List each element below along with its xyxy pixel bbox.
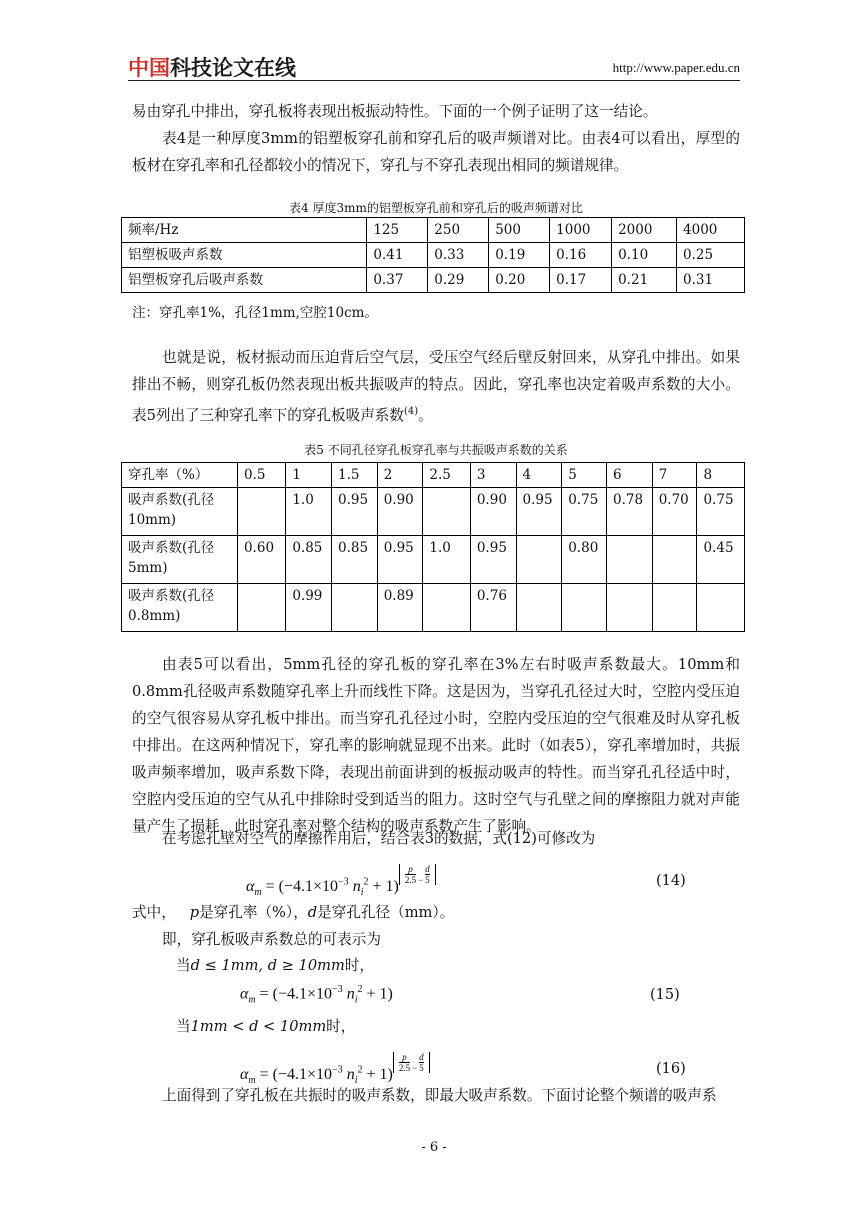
- table-row: [122, 536, 745, 584]
- table-cell: 0.45: [697, 536, 745, 584]
- condition-1-expr: d ≤ 1mm, d ≥ 10mm: [190, 957, 345, 974]
- eq-n: n: [342, 985, 355, 1003]
- table-cell: 125: [367, 218, 428, 243]
- eq-alpha: α: [246, 878, 255, 895]
- table-cell: 0.16: [550, 243, 612, 268]
- table-cell: 0.80: [562, 536, 607, 584]
- table-cell: 0.37: [367, 268, 428, 293]
- table-header-cell: 1.5: [332, 463, 378, 488]
- table-header-cell: 3: [470, 463, 516, 488]
- table-cell: 0.78: [607, 488, 653, 536]
- table-cell: 1.0: [423, 536, 470, 584]
- table-cell: 0.21: [612, 268, 677, 293]
- table-cell: 0.41: [367, 243, 428, 268]
- paragraph-6-b: 是穿孔率（%），: [199, 904, 308, 921]
- equation-number-15: (15): [650, 987, 680, 1003]
- paragraph-6: [132, 899, 740, 926]
- logo-text-black: 科技论文在线: [170, 56, 296, 80]
- table-cell: 0.31: [677, 268, 745, 293]
- table-cell: 0.89: [377, 584, 423, 632]
- table-cell: 0.19: [489, 243, 550, 268]
- header-url[interactable]: http://www.paper.edu.cn: [612, 60, 740, 75]
- table-cell: 0.17: [550, 268, 612, 293]
- eq-alpha: α: [240, 985, 249, 1003]
- table-cell: 0.75: [562, 488, 607, 536]
- paragraph-4: 由表5可以看出，5mm孔径的穿孔板的穿孔率在3%左右时吸声系数最大。10mm和0.8mm孔径吸声系数随穿孔率上升而线性下降。这是因为，当穿孔孔径过大时，空腔内受压迫的空气很容易从穿孔板中排出。而当穿孔孔径过小时，空腔内受压迫的空气很难及时从穿孔板中排出。在这两种情况下，穿孔率的影响就显现不出来。此时（如表5），穿孔率增加时，共振吸声频率增加，吸声系数下降，表现出前面讲到的板振动吸声的特性。而当穿孔孔径适中时，空腔内受压迫的空气从孔中排除时受到适当的阻力。这时空气与孔壁之间的摩擦阻力就对声能量产生了损耗，此时穿孔率对整个结构的吸声系数产生了影响。: [132, 656, 740, 835]
- eq-sub-m: m: [254, 887, 262, 899]
- table-cell: 2000: [612, 218, 677, 243]
- eq-frac-den: 2.5: [404, 875, 417, 885]
- table-cell: [607, 536, 653, 584]
- table-cell: 0.95: [516, 488, 562, 536]
- eq-n: n: [342, 1066, 355, 1083]
- table-5-caption: 表5 不同孔径穿孔板穿孔率与共振吸声系数的关系: [304, 443, 568, 457]
- equation-number-14: (14): [656, 873, 686, 889]
- table-cell: 铝塑板穿孔后吸声系数: [122, 268, 367, 293]
- paragraph-3-text: 也就是说，板材振动而压迫背后空气层，受压空气经后壁反射回来，从穿孔中排出。如果排出不畅，则穿孔板仍然表现出板共振吸声的特点。因此，穿孔率也决定着吸声系数的大小。表5列出了三种穿孔率下的穿孔板吸声系数: [132, 349, 740, 424]
- eq-sq: 2: [357, 1064, 363, 1076]
- table-row: [122, 268, 745, 293]
- eq-n: n: [348, 878, 361, 895]
- paragraph-1: 易由穿孔中排出，穿孔板将表现出板振动特性。下面的一个例子证明了这一结论。: [132, 103, 658, 120]
- table-cell: 吸声系数(孔径5mm): [122, 536, 238, 584]
- paragraph-7: 即，穿孔板吸声系数总的可表示为: [162, 931, 381, 948]
- eq-frac-den: 5: [419, 1063, 424, 1073]
- paragraph-2: 表4是一种厚度3mm的铝塑板穿孔前和穿孔后的吸声频谱对比。由表4可以看出，厚型的板材在穿孔率和孔径都较小的情况下，穿孔与不穿孔表现出相同的频谱规律。: [132, 130, 740, 174]
- paragraph-5: 在考虑孔壁对空气的摩擦作用后，结合表3的数据，式(12)可修改为: [162, 830, 596, 847]
- table-row: [122, 488, 745, 536]
- condition-2-expr: 1mm < d < 10mm: [190, 1018, 327, 1035]
- table-header-row: [122, 463, 745, 488]
- logo-text-red: 中国: [128, 56, 170, 80]
- eq-plus: + 1): [362, 985, 393, 1003]
- table-header-cell: 2: [377, 463, 423, 488]
- table-cell: [516, 536, 562, 584]
- table-cell: 0.75: [697, 488, 745, 536]
- eq-frac-d: d: [425, 864, 430, 874]
- eq-plus: + 1): [368, 878, 399, 895]
- eq-sq: 2: [357, 984, 363, 995]
- table-cell: [697, 584, 745, 632]
- symbol-p: p: [189, 904, 200, 921]
- eq-sub-i: i: [354, 994, 358, 1006]
- symbol-d: d: [307, 904, 318, 921]
- eq-body: = (−4.1×10: [255, 985, 333, 1003]
- table-4-note: 注：穿孔率1%，孔径1mm,空腔10cm。: [132, 305, 378, 321]
- eq-frac-p: p: [399, 1052, 410, 1063]
- equation-14: [246, 864, 436, 898]
- eq-plus: + 1): [362, 1066, 393, 1083]
- paragraph-3: [132, 344, 740, 429]
- condition-1-a: 当: [176, 957, 191, 974]
- table-cell: 1000: [550, 218, 612, 243]
- equation-15: [240, 984, 393, 1006]
- table-row: [122, 584, 745, 632]
- table-header-cell: 穿孔率（%）: [122, 463, 238, 488]
- condition-1: [176, 952, 576, 979]
- page-number: - 6 -: [421, 1140, 447, 1155]
- table-cell: 0.70: [652, 488, 697, 536]
- citation-ref[interactable]: (4): [403, 406, 419, 417]
- table-cell: [562, 584, 607, 632]
- table-row: [122, 218, 745, 243]
- table-cell: 0.85: [286, 536, 332, 584]
- table-header-cell: 0.5: [237, 463, 285, 488]
- eq-sub-m: m: [248, 994, 256, 1006]
- table-row: [122, 243, 745, 268]
- eq-minus: −: [412, 1063, 418, 1073]
- eq-frac-p: p: [405, 864, 416, 875]
- eq-frac-d: d: [419, 1052, 424, 1062]
- eq-exp: −3: [338, 876, 349, 888]
- table-cell: 0.10: [612, 243, 677, 268]
- table-cell: 250: [428, 218, 489, 243]
- table-cell: [607, 584, 653, 632]
- condition-1-b: 时，: [344, 957, 374, 974]
- table-header-cell: 1: [286, 463, 332, 488]
- table-header-cell: 5: [562, 463, 607, 488]
- table-cell: 0.95: [470, 536, 516, 584]
- table-cell: 0.20: [489, 268, 550, 293]
- eq-frac-den: 2.5: [398, 1063, 411, 1073]
- eq-alpha: α: [240, 1066, 249, 1083]
- eq-body: = (−4.1×10: [261, 878, 339, 895]
- eq-exponent-block: [399, 864, 436, 885]
- condition-2-b: 时，: [326, 1018, 356, 1035]
- table-cell: [237, 488, 285, 536]
- eq-exponent-block: [393, 1052, 430, 1073]
- table-cell: 0.29: [428, 268, 489, 293]
- table-cell: [516, 584, 562, 632]
- table-cell: 0.25: [677, 243, 745, 268]
- table-cell: 0.99: [286, 584, 332, 632]
- eq-sub-i: i: [360, 887, 364, 899]
- eq-minus: −: [418, 875, 424, 885]
- table-cell: 4000: [677, 218, 745, 243]
- paragraph-3-end: 。: [418, 406, 433, 424]
- condition-2-a: 当: [176, 1018, 191, 1035]
- table-cell: 0.85: [332, 536, 378, 584]
- table-cell: 0.60: [237, 536, 285, 584]
- table-header-cell: 7: [652, 463, 697, 488]
- table-cell: 0.33: [428, 243, 489, 268]
- table-cell: 频率/Hz: [122, 218, 367, 243]
- table-cell: 0.76: [470, 584, 516, 632]
- equation-number-16: (16): [656, 1061, 686, 1077]
- table-header-cell: 6: [607, 463, 653, 488]
- eq-body: = (−4.1×10: [255, 1066, 333, 1083]
- table-cell: 铝塑板吸声系数: [122, 243, 367, 268]
- table-header-cell: 8: [697, 463, 745, 488]
- table-cell: [423, 488, 470, 536]
- table-header-cell: 4: [516, 463, 562, 488]
- eq-sq: 2: [363, 876, 369, 888]
- table-cell: 吸声系数(孔径0.8mm): [122, 584, 238, 632]
- eq-exp: −3: [332, 984, 343, 995]
- eq-sub-i: i: [354, 1075, 358, 1087]
- paragraph-6-c: 是穿孔孔径（mm）。: [317, 904, 455, 921]
- paragraph-6-a: 式中，: [132, 904, 176, 921]
- table-cell: 0.90: [470, 488, 516, 536]
- paragraph-10: 上面得到了穿孔板在共振时的吸声系数，即最大吸声系数。下面讨论整个频谱的吸声系: [162, 1087, 717, 1104]
- table-cell: [652, 584, 697, 632]
- table-cell: [332, 584, 378, 632]
- table-cell: 1.0: [286, 488, 332, 536]
- eq-exp: −3: [332, 1064, 343, 1076]
- table-cell: 500: [489, 218, 550, 243]
- table-cell: [237, 584, 285, 632]
- eq-sub-m: m: [248, 1075, 256, 1087]
- table-5: [121, 462, 745, 632]
- table-cell: 吸声系数(孔径10mm): [122, 488, 238, 536]
- table-4-caption: 表4 厚度3mm的铝塑板穿孔前和穿孔后的吸声频谱对比: [289, 201, 583, 215]
- table-header-cell: 2.5: [423, 463, 470, 488]
- page-header: [128, 50, 740, 81]
- table-cell: 0.90: [377, 488, 423, 536]
- eq-frac-den: 5: [425, 875, 430, 885]
- table-cell: [423, 584, 470, 632]
- condition-2: [176, 1013, 576, 1040]
- table-cell: 0.95: [332, 488, 378, 536]
- table-cell: 0.95: [377, 536, 423, 584]
- table-4: [121, 217, 745, 293]
- table-cell: [652, 536, 697, 584]
- site-logo[interactable]: [128, 52, 296, 80]
